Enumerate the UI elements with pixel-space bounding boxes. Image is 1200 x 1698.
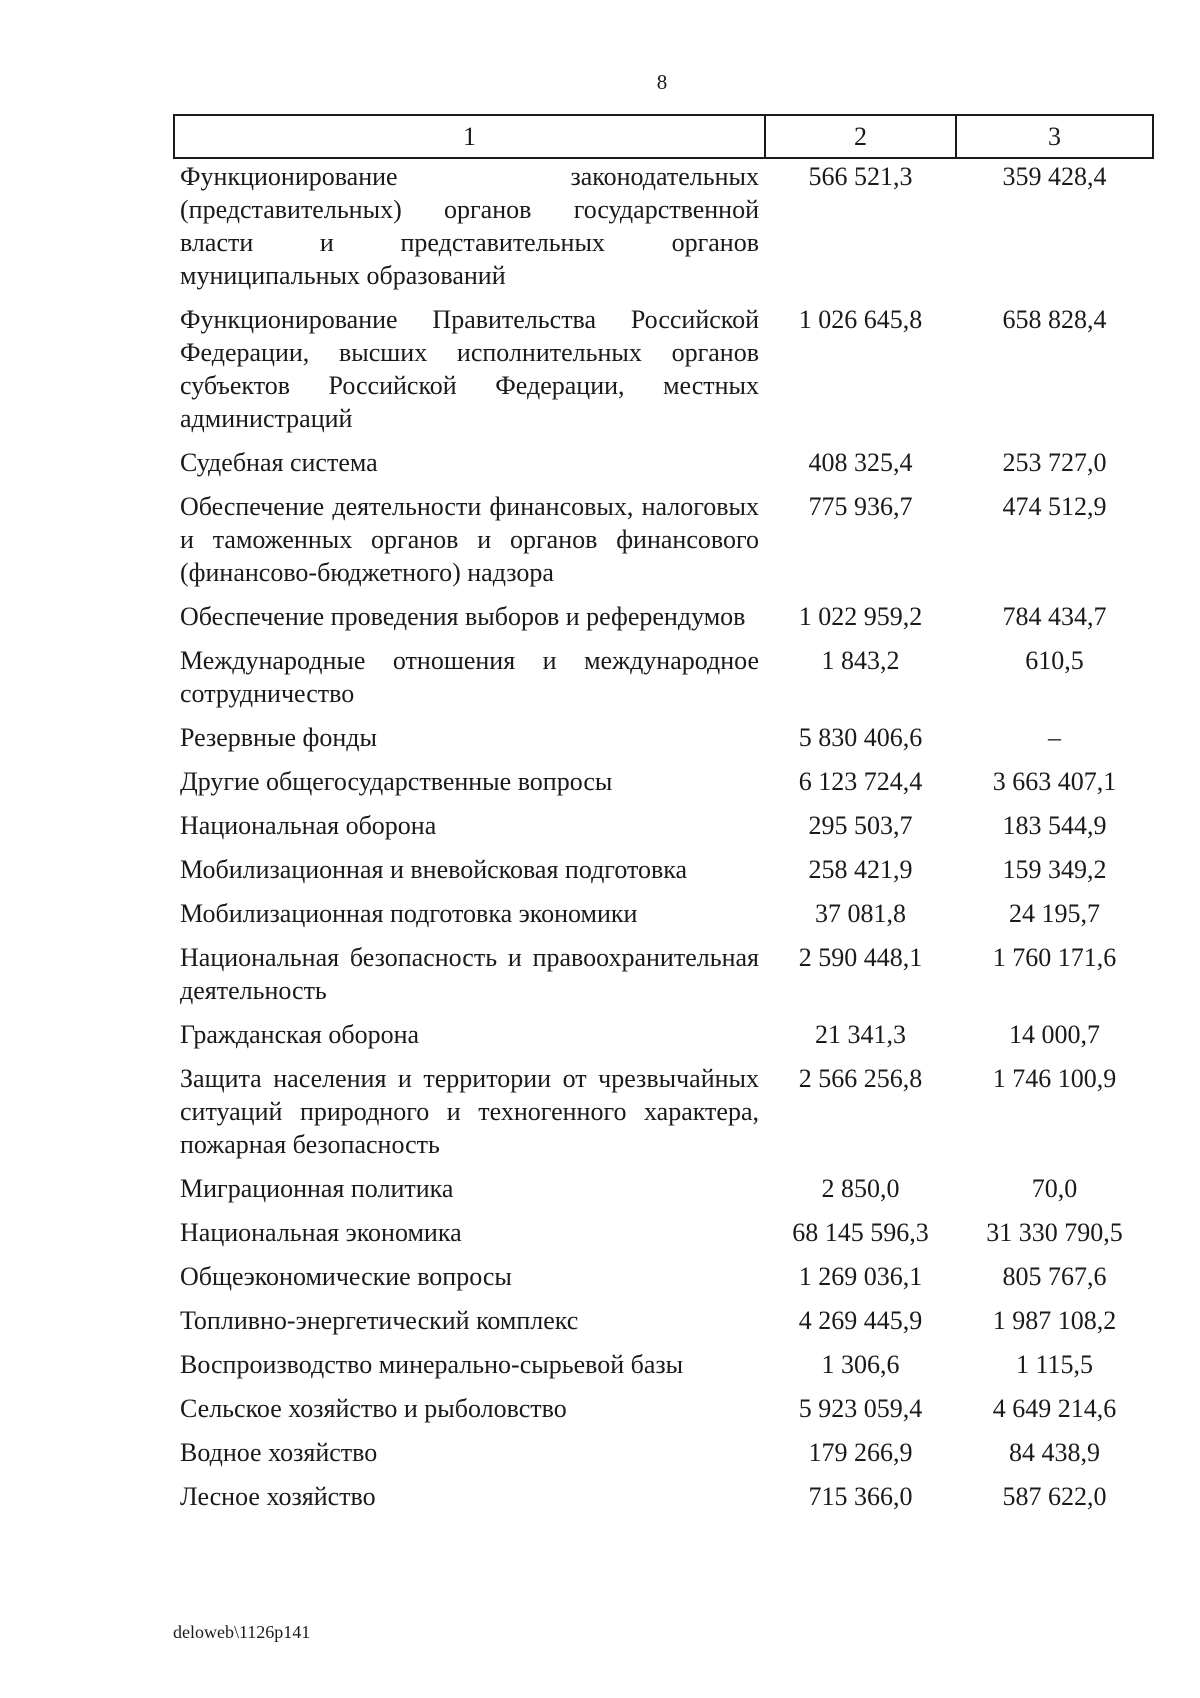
row-label: Международные отношения и международное сотрудничество bbox=[180, 646, 759, 708]
row-label: Сельское хозяйство и рыболовство bbox=[180, 1394, 567, 1423]
row-value-col3: 610,5 bbox=[1025, 646, 1084, 675]
table-row bbox=[174, 721, 1153, 765]
row-label: Национальная экономика bbox=[180, 1218, 462, 1247]
table-row bbox=[174, 1480, 1153, 1524]
row-value-col2: 1 306,6 bbox=[821, 1350, 900, 1379]
row-label: Обеспечение проведения выборов и референдумов bbox=[180, 602, 746, 631]
row-value-col2: 408 325,4 bbox=[808, 448, 913, 477]
row-value-col2: 1 026 645,8 bbox=[798, 305, 923, 334]
row-value-col2: 258 421,9 bbox=[808, 855, 913, 884]
table-row bbox=[174, 1216, 1153, 1260]
table-row bbox=[174, 1018, 1153, 1062]
row-value-col2: 1 022 959,2 bbox=[798, 602, 923, 631]
table-row bbox=[174, 897, 1153, 941]
row-value-col2: 5 923 059,4 bbox=[798, 1394, 923, 1423]
table-row bbox=[174, 303, 1153, 446]
table-row bbox=[174, 1436, 1153, 1480]
row-label: Резервные фонды bbox=[180, 723, 377, 752]
row-label: Лесное хозяйство bbox=[180, 1482, 376, 1511]
row-value-col2: 2 850,0 bbox=[821, 1174, 900, 1203]
row-label: Водное хозяйство bbox=[180, 1438, 378, 1467]
row-value-col3: 359 428,4 bbox=[1002, 162, 1107, 191]
row-value-col3: 253 727,0 bbox=[1002, 448, 1107, 477]
table-row bbox=[174, 853, 1153, 897]
row-value-col3: 587 622,0 bbox=[1002, 1482, 1107, 1511]
row-label: Гражданская оборона bbox=[180, 1020, 420, 1049]
row-value-col3: – bbox=[1048, 723, 1061, 752]
page-number: 8 bbox=[656, 70, 668, 94]
table-row bbox=[174, 600, 1153, 644]
table-row bbox=[174, 446, 1153, 490]
row-value-col3: 4 649 214,6 bbox=[992, 1394, 1117, 1423]
row-label: Миграционная политика bbox=[180, 1174, 454, 1203]
row-value-col2: 2 590 448,1 bbox=[798, 943, 923, 972]
table-row bbox=[174, 1172, 1153, 1216]
row-value-col2: 5 830 406,6 bbox=[798, 723, 923, 752]
row-label: Функционирование Правительства Российской Федерации, высших исполнительных органов субъектов Российской Федерации, местных администраций bbox=[180, 305, 759, 433]
row-label: Общеэкономические вопросы bbox=[180, 1262, 512, 1291]
table-header-row bbox=[174, 115, 1153, 158]
row-value-col3: 474 512,9 bbox=[1002, 492, 1107, 521]
row-value-col2: 21 341,3 bbox=[815, 1020, 906, 1049]
row-value-col2: 6 123 724,4 bbox=[798, 767, 923, 796]
row-value-col2: 1 843,2 bbox=[821, 646, 900, 675]
table-row bbox=[174, 1392, 1153, 1436]
table-row bbox=[174, 158, 1153, 303]
row-value-col3: 70,0 bbox=[1031, 1174, 1078, 1203]
row-value-col3: 784 434,7 bbox=[1002, 602, 1107, 631]
row-value-col2: 2 566 256,8 bbox=[798, 1064, 923, 1093]
row-value-col2: 775 936,7 bbox=[808, 492, 913, 521]
table-row bbox=[174, 1062, 1153, 1172]
column-header-3: 3 bbox=[956, 115, 1153, 158]
column-header-1: 1 bbox=[174, 115, 765, 158]
table-row bbox=[174, 1348, 1153, 1392]
row-label: Национальная безопасность и правоохранительная деятельность bbox=[180, 943, 759, 1005]
row-label: Обеспечение деятельности финансовых, налоговых и таможенных органов и органов финансового (финансово-бюджетного) надзора bbox=[180, 492, 759, 587]
row-label: Мобилизационная подготовка экономики bbox=[180, 899, 638, 928]
row-value-col2: 566 521,3 bbox=[808, 162, 913, 191]
row-value-col3: 159 349,2 bbox=[1002, 855, 1107, 884]
row-value-col2: 715 366,0 bbox=[808, 1482, 913, 1511]
table-row bbox=[174, 1260, 1153, 1304]
table-row bbox=[174, 941, 1153, 1018]
column-header-2: 2 bbox=[765, 115, 956, 158]
row-value-col2: 68 145 596,3 bbox=[792, 1218, 929, 1247]
row-value-col2: 295 503,7 bbox=[808, 811, 913, 840]
row-value-col3: 3 663 407,1 bbox=[992, 767, 1117, 796]
row-label: Функционирование законодательных (представительных) органов государственной власти и представительных органов муниципальных образований bbox=[180, 162, 759, 290]
row-value-col3: 14 000,7 bbox=[1009, 1020, 1100, 1049]
row-label: Судебная система bbox=[180, 448, 378, 477]
row-label: Другие общегосударственные вопросы bbox=[180, 767, 613, 796]
row-value-col3: 1 987 108,2 bbox=[992, 1306, 1117, 1335]
row-value-col3: 183 544,9 bbox=[1002, 811, 1107, 840]
document-footer-code: deloweb\1126p141 bbox=[173, 1622, 311, 1642]
row-value-col2: 37 081,8 bbox=[815, 899, 906, 928]
row-label: Топливно-энергетический комплекс bbox=[180, 1306, 579, 1335]
row-value-col3: 1 746 100,9 bbox=[992, 1064, 1117, 1093]
row-value-col3: 1 115,5 bbox=[1015, 1350, 1094, 1379]
row-value-col2: 4 269 445,9 bbox=[798, 1306, 923, 1335]
row-value-col2: 1 269 036,1 bbox=[798, 1262, 923, 1291]
table-row bbox=[174, 809, 1153, 853]
row-value-col3: 31 330 790,5 bbox=[986, 1218, 1123, 1247]
budget-table bbox=[173, 114, 1154, 1524]
table-row bbox=[174, 644, 1153, 721]
row-value-col3: 805 767,6 bbox=[1002, 1262, 1107, 1291]
table-body bbox=[174, 158, 1153, 1524]
row-value-col3: 84 438,9 bbox=[1009, 1438, 1100, 1467]
row-label: Воспроизводство минерально-сырьевой базы bbox=[180, 1350, 684, 1379]
budget-table-container bbox=[173, 114, 1152, 1524]
row-label: Защита населения и территории от чрезвычайных ситуаций природного и техногенного характера, пожарная безопасность bbox=[180, 1064, 759, 1159]
row-value-col3: 1 760 171,6 bbox=[992, 943, 1117, 972]
table-row bbox=[174, 1304, 1153, 1348]
row-value-col2: 179 266,9 bbox=[808, 1438, 913, 1467]
row-label: Национальная оборона bbox=[180, 811, 437, 840]
row-label: Мобилизационная и вневойсковая подготовка bbox=[180, 855, 688, 884]
table-row bbox=[174, 490, 1153, 600]
row-value-col3: 658 828,4 bbox=[1002, 305, 1107, 334]
table-row bbox=[174, 765, 1153, 809]
row-value-col3: 24 195,7 bbox=[1009, 899, 1100, 928]
